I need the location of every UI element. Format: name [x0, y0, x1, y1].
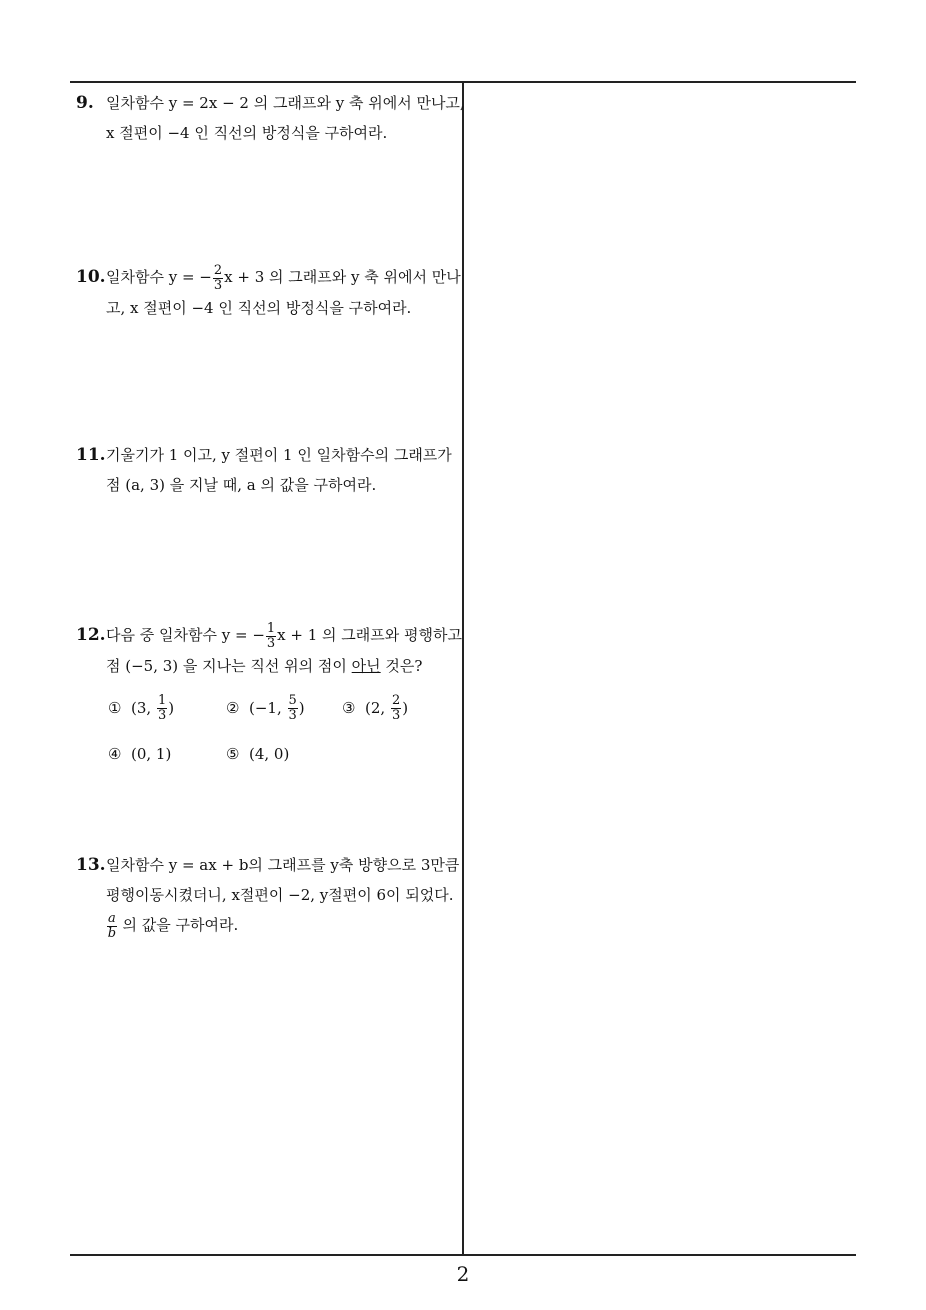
fraction-denominator: 3: [157, 708, 167, 723]
question-text-line: [76, 651, 460, 681]
text-segment: 의 값을 구하여라.: [117, 916, 239, 934]
fraction: [213, 264, 223, 293]
fraction-numerator: 2: [213, 262, 223, 278]
question-text-line: 일차함수 y = ax + b의 그래프를 y축 방향으로 3만큼: [106, 856, 460, 874]
text-segment: 것은?: [380, 656, 423, 675]
choice-text: (−1,: [249, 698, 287, 717]
choice-mark: ⑤: [226, 744, 240, 763]
fraction-denominator: 3: [266, 635, 276, 651]
question-number: 11.: [76, 445, 106, 465]
fraction-numerator: 2: [391, 693, 401, 708]
question-text-line: [76, 262, 460, 293]
question-text-line: 일차함수 y = 2x − 2 의 그래프와 y 축 위에서 만나고,: [106, 94, 465, 112]
choice-text: ): [402, 698, 409, 717]
question-number: 13.: [76, 855, 106, 875]
choice-3[interactable]: [342, 693, 408, 724]
choice-5[interactable]: [226, 739, 289, 769]
choice-text: (2,: [365, 698, 390, 717]
fraction-denominator: 3: [391, 708, 401, 723]
question-text-line: 점 (a, 3) 을 지날 때, a 의 값을 구하여라.: [106, 476, 377, 494]
text-segment: 일차함수 y = −: [106, 268, 212, 286]
text-segment: 다음 중 일차함수 y = −: [106, 626, 265, 644]
question-text-line: 고, x 절편이 −4 인 직선의 방정식을 구하여라.: [106, 298, 412, 317]
choice-2[interactable]: [226, 693, 305, 724]
emphasis-underline: 아닌: [351, 656, 381, 675]
fraction: [391, 694, 401, 723]
text-segment: x + 3 의 그래프와 y 축 위에서 만나: [224, 268, 461, 286]
question-text-line: 기울기가 1 이고, y 절편이 1 인 일차함수의 그래프가: [106, 446, 452, 464]
question-9: [76, 88, 465, 148]
question-text-line: [76, 620, 460, 651]
fraction-numerator: 1: [266, 620, 276, 636]
question-number: 12.: [76, 625, 106, 645]
text-segment: x + 1 의 그래프와 평행하고: [277, 626, 462, 644]
question-number: 9.: [76, 93, 94, 113]
question-10: [76, 262, 460, 323]
choice-4[interactable]: [108, 739, 171, 769]
choice-mark: ②: [226, 698, 240, 717]
question-13: [76, 850, 460, 941]
question-number: 10.: [76, 267, 106, 287]
choice-text: ): [168, 698, 175, 717]
question-text-line: 평행이동시켰더니, x절편이 −2, y절편이 6이 되었다.: [106, 886, 454, 904]
question-text-line: [76, 910, 460, 941]
fraction-numerator: a: [108, 910, 116, 926]
choice-mark: ④: [108, 744, 122, 763]
fraction-numerator: 1: [157, 693, 167, 708]
choice-mark: ③: [342, 698, 356, 717]
bottom-rule: [70, 1254, 856, 1256]
fraction-denominator: 3: [213, 277, 223, 293]
fraction: [157, 694, 167, 723]
fraction: [288, 694, 298, 723]
question-text-line: x 절편이 −4 인 직선의 방정식을 구하여라.: [106, 124, 388, 142]
fraction: [107, 912, 117, 941]
fraction-numerator: 5: [288, 693, 297, 708]
choice-1[interactable]: [108, 693, 174, 724]
question-12: [76, 620, 460, 787]
text-segment: 점 (−5, 3) 을 지나는 직선 위의 점이: [106, 656, 352, 675]
column-divider: [462, 82, 464, 1256]
choice-mark: ①: [108, 698, 122, 717]
choice-text: (4, 0): [249, 744, 290, 763]
choice-text: ): [298, 698, 305, 717]
answer-choices: [76, 687, 460, 787]
choice-text: (3,: [131, 698, 156, 717]
fraction-denominator: b: [107, 925, 117, 941]
choice-text: (0, 1): [131, 744, 172, 763]
page-number: 2: [456, 1262, 470, 1286]
fraction: [266, 622, 276, 651]
fraction-denominator: 3: [288, 708, 297, 723]
question-11: [76, 440, 460, 500]
